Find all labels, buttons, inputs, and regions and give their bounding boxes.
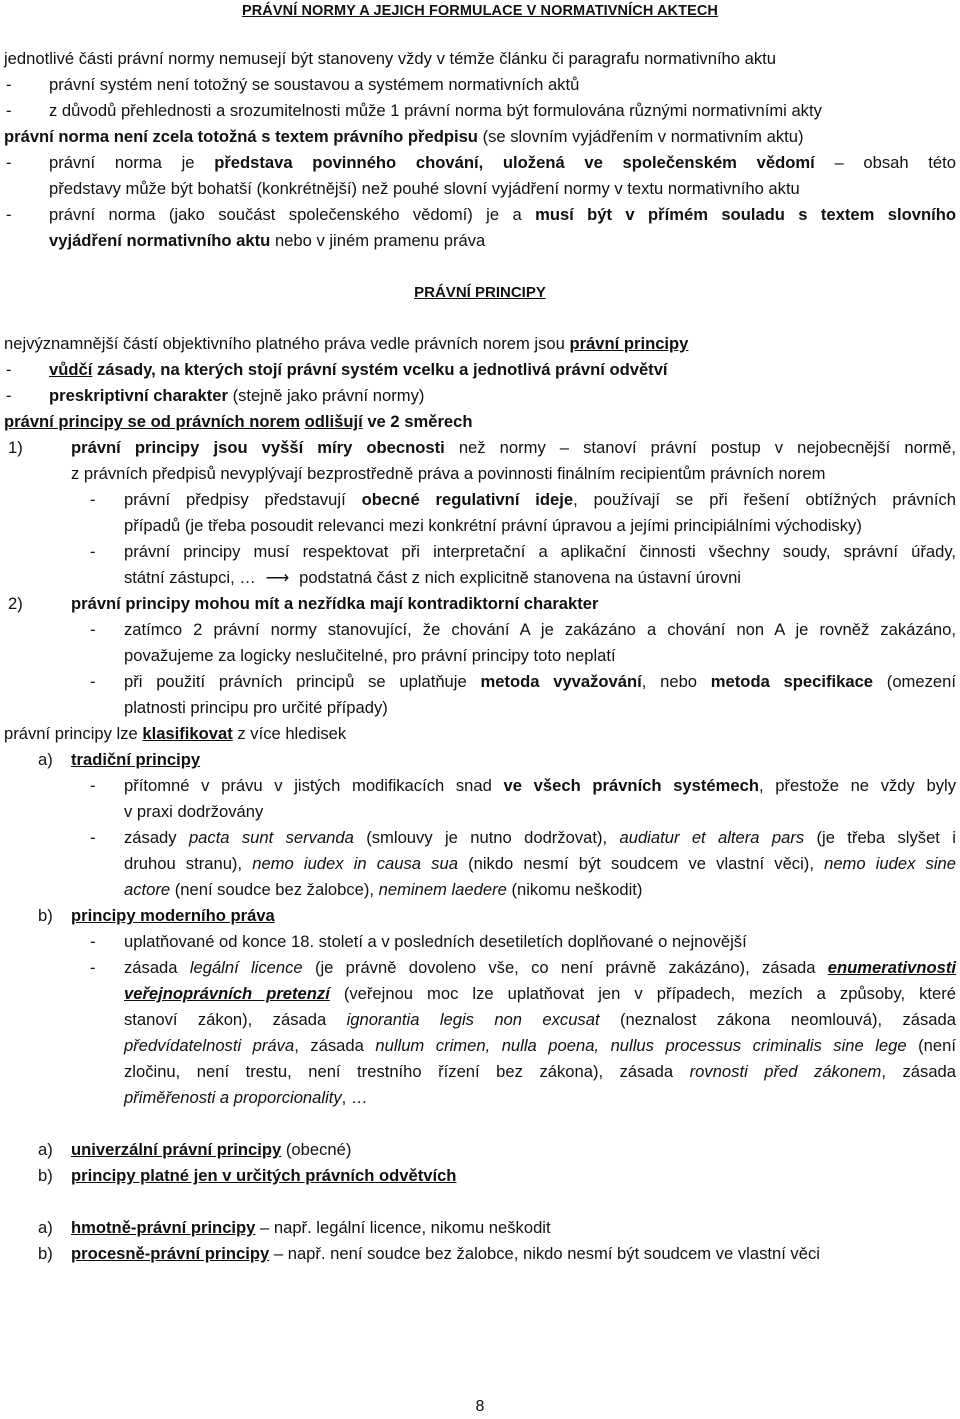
underlined-term: enumerativnosti — [827, 958, 956, 977]
text-span: (není soudce bez žalobce), — [174, 880, 374, 899]
sub-list-item-continuation: v praxi dodržovány — [124, 802, 264, 821]
bold-span: právní principy jsou vyšší míry obecnosti — [71, 438, 445, 457]
norm-text-line — [4, 127, 956, 147]
list-item-text — [49, 205, 956, 225]
list-item-text — [49, 386, 424, 406]
sub-list-item-continuation — [124, 1010, 956, 1030]
dash-bullet: - — [6, 153, 12, 172]
lettered-item-text — [71, 1218, 551, 1238]
right-arrow-icon: ⟶ — [265, 568, 290, 587]
lettered-item-text — [71, 1140, 351, 1160]
list-item-text — [49, 360, 668, 380]
item-letter: b) — [38, 1166, 53, 1185]
text-span: , nebo — [641, 672, 698, 691]
page-header: PRÁVNÍ NORMY A JEJICH FORMULACE V NORMATIVNÍCH AKTECH — [241, 3, 719, 19]
italic-span: ignorantia legis non excusat — [346, 1010, 600, 1029]
sub-list-item-continuation — [124, 1036, 956, 1056]
text-span: právní norma je — [49, 153, 195, 172]
sub-list-item-text: uplatňované od konce 18. století a v posledních desetiletích doplňované o nejnovější — [124, 932, 747, 951]
justified-line — [124, 1062, 956, 1082]
bold-span: obecné regulativní ideje — [361, 490, 574, 509]
text-span: (je právně dovoleno vše, co není právně zakázáno), zásada — [314, 958, 816, 977]
bold-span: preskriptivní charakter — [49, 386, 228, 405]
text-span: zločinu, není trestu, není trestního řízení bez zákona), zásada — [124, 1062, 674, 1081]
italic-span: nemo iudex sine — [824, 854, 956, 873]
dash-bullet: - — [90, 672, 96, 691]
underlined-term: veřejnoprávních pretenzí — [124, 984, 330, 1003]
statement-rest: (se slovním vyjádřením v normativním aktu) — [482, 127, 804, 146]
underlined-term: odlišují — [304, 412, 363, 431]
underlined-term: univerzální právní principy — [71, 1140, 282, 1159]
classification-line — [4, 724, 956, 744]
italic-span: předvídatelnosti práva — [124, 1036, 295, 1055]
sub-list-item-continuation: platnosti principu pro určité případy) — [124, 698, 388, 717]
dash-bullet: - — [90, 620, 96, 639]
italic-span: pacta sunt servanda — [188, 828, 354, 847]
text-span: (neznalost zákona neomlouvá), zásada — [619, 1010, 956, 1029]
bold-span: metoda specifikace — [710, 672, 874, 691]
bold-span: vyjádření normativního aktu — [49, 231, 271, 250]
underlined-term: klasifikovat — [142, 724, 233, 743]
list-item-text: z důvodů přehlednosti a srozumitelnosti může 1 právní norma být formulována různými normativními akty — [49, 101, 822, 120]
list-item-text: právní systém není totožný se soustavou a systémem normativních aktů — [49, 75, 580, 94]
sub-list-item-continuation — [124, 568, 956, 588]
bold-span: zásady, na kterých stojí právní systém vcelku a jednotlivá právní odvětví — [96, 360, 668, 379]
dash-bullet: - — [6, 75, 12, 94]
bold-span: představa povinného chování, uložená ve společenském vědomí — [214, 153, 815, 172]
sub-list-item-text: zatímco 2 právní normy stanovující, že chování A je zakázáno a chování non A je rovněž zakázáno, — [124, 620, 956, 639]
text-span: – např. legální licence, nikomu neškodit — [260, 1218, 551, 1237]
list-item-continuation — [49, 231, 956, 251]
sub-list-item-text — [124, 958, 956, 978]
text-span: (stejně jako právní normy) — [232, 386, 425, 405]
text-span: přítomné v právu v jistých modifikacích snad — [124, 776, 492, 795]
dash-bullet: - — [90, 958, 96, 977]
justified-line — [124, 1036, 956, 1056]
list-item-continuation: představy může být bohatší (konkrétnější) než pouhé slovní vyjádření normy v textu normativního aktu — [49, 179, 800, 198]
item-letter: a) — [38, 1140, 53, 1159]
sub-list-item-text — [124, 776, 956, 796]
numbered-item-text: právní principy mohou mít a nezřídka mají kontradiktorní charakter — [71, 594, 599, 613]
lettered-item-title: principy platné jen v určitých právních odvětvích — [71, 1166, 457, 1185]
sub-list-item-text — [124, 490, 956, 510]
lettered-item-title: principy moderního práva — [71, 906, 275, 925]
italic-span: nemo iudex in causa sua — [252, 854, 458, 873]
sub-list-item-continuation — [124, 1062, 956, 1082]
text-span: (nikomu neškodit) — [511, 880, 643, 899]
item-letter: b) — [38, 1244, 53, 1263]
text-span: při použití právních principů se uplatňuje — [124, 672, 467, 691]
text-span: státní zástupci, … — [124, 568, 256, 587]
text-span: (omezení — [886, 672, 956, 691]
justified-line — [124, 854, 956, 874]
italic-span: rovnosti před zákonem — [689, 1062, 882, 1081]
bold-span: ve 2 směrech — [367, 412, 473, 431]
text-span: stanoví zákon), zásada — [124, 1010, 327, 1029]
text-span: druhou stranu), — [124, 854, 243, 873]
text-span: právní norma (jako součást společenského vědomí) je a — [49, 205, 522, 224]
text-span: podstatná část z nich explicitně stanovena na ústavní úrovni — [299, 568, 741, 587]
sub-list-item-continuation — [124, 854, 956, 874]
list-item-text — [49, 153, 956, 173]
text-span: z více hledisek — [237, 724, 347, 743]
dash-bullet: - — [6, 360, 12, 379]
underlined-term: hmotně-právní principy — [71, 1218, 256, 1237]
item-letter: b) — [38, 906, 53, 925]
text-span: (veřejnou moc lze uplatňovat jen v případech, mezích a způsoby, které — [343, 984, 956, 1003]
text-span: , přestože ne vždy byly — [759, 776, 956, 795]
dash-bullet: - — [90, 542, 96, 561]
page-number: 8 — [475, 1398, 485, 1415]
numbered-item-text — [71, 438, 956, 458]
dash-bullet: - — [90, 932, 96, 951]
underlined-term: právní principy — [569, 334, 689, 353]
underlined-term: vůdčí — [49, 360, 93, 379]
differences-heading — [4, 412, 956, 432]
dash-bullet: - — [90, 776, 96, 795]
italic-span: audiatur et altera pars — [619, 828, 805, 847]
text-span: nebo v jiném pramenu práva — [274, 231, 486, 250]
text-span: , zásada — [881, 1062, 956, 1081]
italic-span: actore — [124, 880, 171, 899]
text-span: , používají se při řešení obtížných právních — [573, 490, 956, 509]
item-number: 2) — [8, 594, 23, 613]
text-span: právní předpisy představují — [124, 490, 346, 509]
sub-list-item-continuation — [124, 1088, 956, 1108]
lettered-item-text — [71, 1244, 820, 1264]
text-span: nejvýznamnější částí objektivního platného práva vedle právních norem jsou — [4, 334, 565, 353]
item-letter: a) — [38, 1218, 53, 1237]
justified-line — [124, 1010, 956, 1030]
italic-span: legální licence — [189, 958, 303, 977]
text-span: (obecné) — [285, 1140, 352, 1159]
intro-line: jednotlivé části právní normy nemusejí být stanoveny vždy v témže článku či paragrafu normativního aktu — [4, 49, 776, 68]
sub-list-item-text: právní principy musí respektovat při interpretační a aplikační činnosti všechny soudy, správní úřady, — [124, 542, 956, 561]
dash-bullet: - — [6, 101, 12, 120]
dash-bullet: - — [6, 386, 12, 405]
text-span: , … — [341, 1088, 368, 1107]
bold-statement: právní norma není zcela totožná s textem právního předpisu — [4, 127, 478, 146]
sub-list-item-continuation: považujeme za logicky neslučitelné, pro právní principy toto neplatí — [124, 646, 616, 665]
text-span: – např. není soudce bez žalobce, nikdo nesmí být soudcem ve vlastní věci — [273, 1244, 820, 1263]
bold-span: musí být v přímém souladu s textem slovního — [535, 205, 956, 224]
bold-span: ve všech právních systémech — [503, 776, 759, 795]
italic-span: nullum crimen, nulla poena, nullus processus criminalis sine lege — [375, 1036, 907, 1055]
lettered-item-title: tradiční principy — [71, 750, 201, 769]
dash-bullet: - — [90, 490, 96, 509]
dash-bullet: - — [90, 828, 96, 847]
text-span: právní principy lze — [4, 724, 138, 743]
item-letter: a) — [38, 750, 53, 769]
bold-span: metoda vyvažování — [480, 672, 642, 691]
sub-list-item-text — [124, 672, 956, 692]
sub-list-item-text — [124, 828, 956, 848]
text-span: zásady — [124, 828, 177, 847]
sub-list-item-continuation — [124, 984, 956, 1004]
italic-span: neminem laedere — [378, 880, 507, 899]
text-span: (nikdo nesmí být soudcem ve vlastní věci), — [468, 854, 814, 873]
text-span: zásada — [124, 958, 178, 977]
justified-line — [124, 984, 956, 1004]
text-span: (není — [918, 1036, 956, 1055]
sub-list-item-continuation: případů (je třeba posoudit relevanci mezi konkrétní právní úpravou a jejími principiálními východisky) — [124, 516, 862, 535]
numbered-item-continuation: z právních předpisů nevyplývají bezprostředně práva a povinnosti finálním recipientům právních norem — [71, 464, 826, 483]
underlined-term: procesně-právní principy — [71, 1244, 270, 1263]
text-span: , zásada — [294, 1036, 364, 1055]
text-span: (smlouvy je nutno dodržovat), — [366, 828, 608, 847]
sub-list-item-continuation — [124, 880, 956, 900]
principles-intro — [4, 334, 956, 354]
text-span: (je třeba slyšet i — [816, 828, 956, 847]
italic-span: přiměřenosti a proporcionality — [124, 1088, 342, 1107]
item-number: 1) — [8, 438, 23, 457]
dash-bullet: - — [6, 205, 12, 224]
text-span: než normy – stanoví právní postup v nejobecnější normě, — [458, 438, 956, 457]
text-span: – obsah této — [834, 153, 956, 172]
underlined-term: právní principy se od právních norem — [4, 412, 300, 431]
section-heading: PRÁVNÍ PRINCIPY — [414, 284, 546, 301]
